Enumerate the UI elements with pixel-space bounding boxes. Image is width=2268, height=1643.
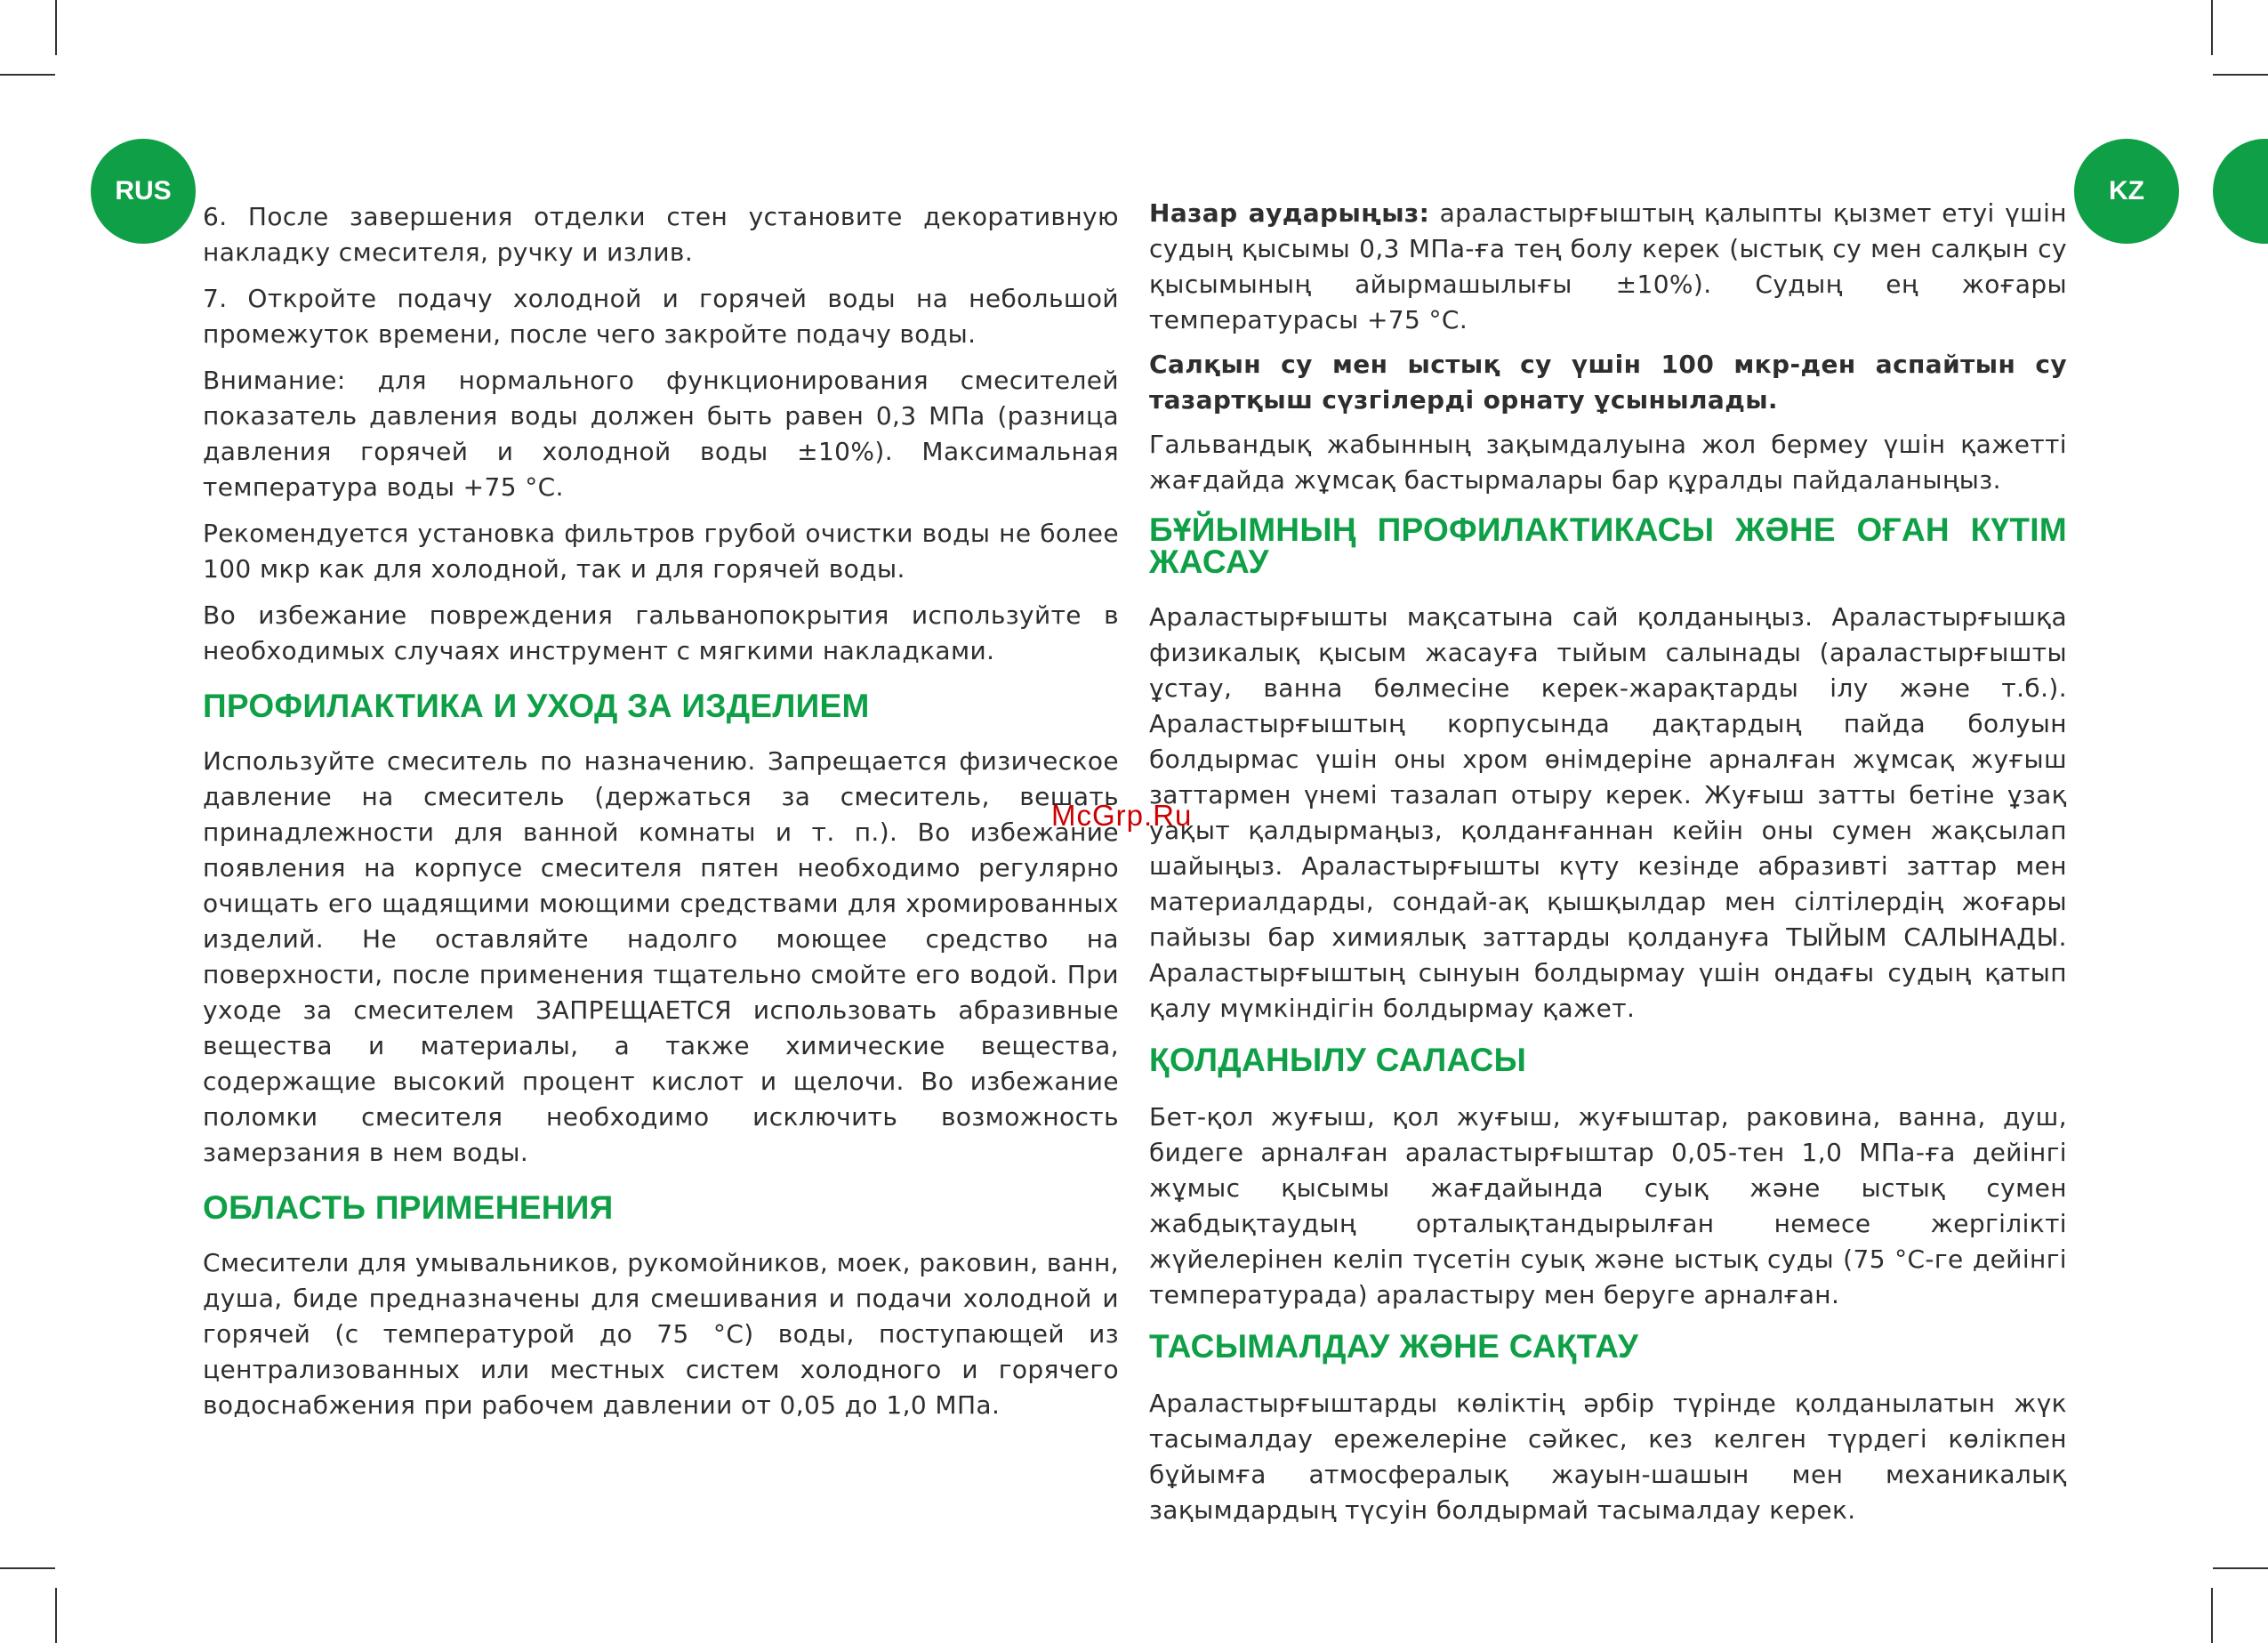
paragraph-text: араластырғыштың қалыпты қызмет етуі үшін судың қысымы 0,3 МПа-ға тең болу керек (ыстық су мен салқын су қысымының айырмашылығы ±10%). Судың ең жоғары температурасы +75 °С.: [1149, 198, 2067, 334]
paragraph: [1149, 347, 2067, 418]
paragraph: Бет-қол жуғыш, қол жуғыш, жуғыштар, раковина, ванна, душ, бидеге арналған араластырғыштар 0,05-тен 1,0 МПа-ға дейінгі жұмыс қысымы жағдайында суық және ыстық сумен жабдықтаудың орталықтандырылған немесе жергілікті жүйелерінен келіп түсетін суық және ыстық суды (75 °С-ге дейінгі температурада) араластыру мен беруге арналған.: [1149, 1102, 2067, 1309]
emphasis: Назар аударыңыз:: [1149, 198, 1430, 228]
paragraph: 7. Откройте подачу холодной и горячей воды на небольшой промежуток времени, после чего закройте подачу воды.: [203, 284, 1119, 349]
paragraph: Во избежание повреждения гальванопокрытия используйте в необходимых случаях инструмент с мягкими накладками.: [203, 600, 1119, 665]
language-badge-rus: [91, 139, 196, 244]
paragraph: Смесители для умывальников, рукомойников, моек, раковин, ванн, душа, биде предназначены для смешивания и подачи холодной и горячей (с температурой до 75 °С) воды, поступающей из централизованных или местных систем холодного и горячего водоснабжения при рабочем давлении от 0,05 до 1,0 МПа.: [203, 1248, 1119, 1420]
badge-label: RUS: [115, 176, 172, 205]
page-edge-badge: [2213, 139, 2268, 244]
column-rus: [203, 199, 1119, 1434]
paragraph: 6. После завершения отделки стен установите декоративную накладку смесителя, ручку и излив.: [203, 202, 1119, 267]
paragraph: [1149, 196, 2067, 338]
crop-mark: [0, 1567, 55, 1569]
paragraph: Араластырғыштарды көліктің әрбір түрінде қолданылатын жүк тасымалдау ережелеріне сәйкес, кез келген түрдегі көлікпен бұйымға атмосфералық жауын-шашын мен механикалық зақымдардың түсуін болдырмай тасымалдау керек.: [1149, 1389, 2067, 1525]
section-heading: ПРОФИЛАКТИКА И УХОД ЗА ИЗДЕЛИЕМ: [203, 688, 870, 724]
crop-mark: [55, 0, 57, 55]
crop-mark: [2211, 0, 2213, 55]
badge-label: KZ: [2109, 176, 2144, 205]
crop-mark: [2211, 1588, 2213, 1643]
crop-mark: [55, 1588, 57, 1643]
paragraph: Внимание: для нормального функционирования смесителей показатель давления воды должен быть равен 0,3 МПа (разница давления горячей и холодной воды ±10%). Максимальная температура воды +75 °С.: [203, 366, 1119, 502]
emphasis: Салқын су мен ыстық су үшін 100 мкр-ден аспайтын су тазартқыш сүзгілерді орнату ұсынылады.: [1149, 350, 2067, 415]
section-heading: ОБЛАСТЬ ПРИМЕНЕНИЯ: [203, 1189, 614, 1226]
section-heading: ТАСЫМАЛДАУ ЖӘНЕ САҚТАУ: [1149, 1328, 1639, 1365]
paragraph: Гальвандық жабынның зақымдалуына жол бермеу үшін қажетті жағдайда жұмсақ бастырмалары бар құралды пайдаланыңыз.: [1149, 430, 2067, 495]
section-heading: БҰЙЫМНЫҢ ПРОФИЛАКТИКАСЫ ЖӘНЕ ОҒАН КҮТІМ ЖАСАУ: [1149, 511, 2067, 580]
watermark: McGrp.Ru: [1051, 799, 1193, 832]
paragraph: Араластырғышты мақсатына сай қолданыңыз. Араластырғышқа физикалық қысым жасауға тыйым салынады (араластырғышты ұстау, ванна бөлмесіне керек-жарақтарды ілу және т.б.). Араластырғыштың корпусында дақтардың пайда болуын болдырмас үшін оны хром өнімдеріне арналған жұмсақ жуғыш заттармен үнемі тазалап отыру керек. Жуғыш затты бетіне ұзақ уақыт қалдырмаңыз, қолданғаннан кейін оны сумен жақсылап шайыңыз. Араластырғышты күту кезінде абразивті заттар мен материалдарды, сондай-ақ қышқылдар мен сілтілердің жоғары пайызы бар химиялық заттарды қолдануға ТЫЙЫМ САЛЫНАДЫ. Араластырғыштың сынуын болдырмау үшін ондағы судың қатып қалу мүмкіндігін болдырмау қажет.: [1149, 602, 2067, 1023]
crop-mark: [2213, 1567, 2268, 1569]
language-badge-kz: [2074, 139, 2179, 244]
section-heading: ҚОЛДАНЫЛУ САЛАСЫ: [1149, 1042, 1527, 1078]
paragraph: Используйте смеситель по назначению. Запрещается физическое давление на смеситель (держаться за смеситель, вешать принадлежности для ванной комнаты и т. п.). Во избежание появления на корпусе смесителя пятен необходимо регулярно очищать его щадящими моющими средствами для хромированных изделий. Не оставляйте надолго моющее средство на поверхности, после применения тщательно смойте его водой. При уходе за смесителем ЗАПРЕЩАЕТСЯ использовать абразивные вещества и материалы, а также химические вещества, содержащие высокий процент кислот и щелочи. Во избежание поломки смесителя необходимо исключить возможность замерзания в нем воды.: [203, 746, 1119, 1167]
column-kz: [1149, 196, 2067, 1537]
paragraph: Рекомендуется установка фильтров грубой очистки воды не более 100 мкр как для холодной, так и для горячей воды.: [203, 519, 1119, 584]
crop-mark: [0, 74, 55, 76]
crop-mark: [2213, 74, 2268, 76]
